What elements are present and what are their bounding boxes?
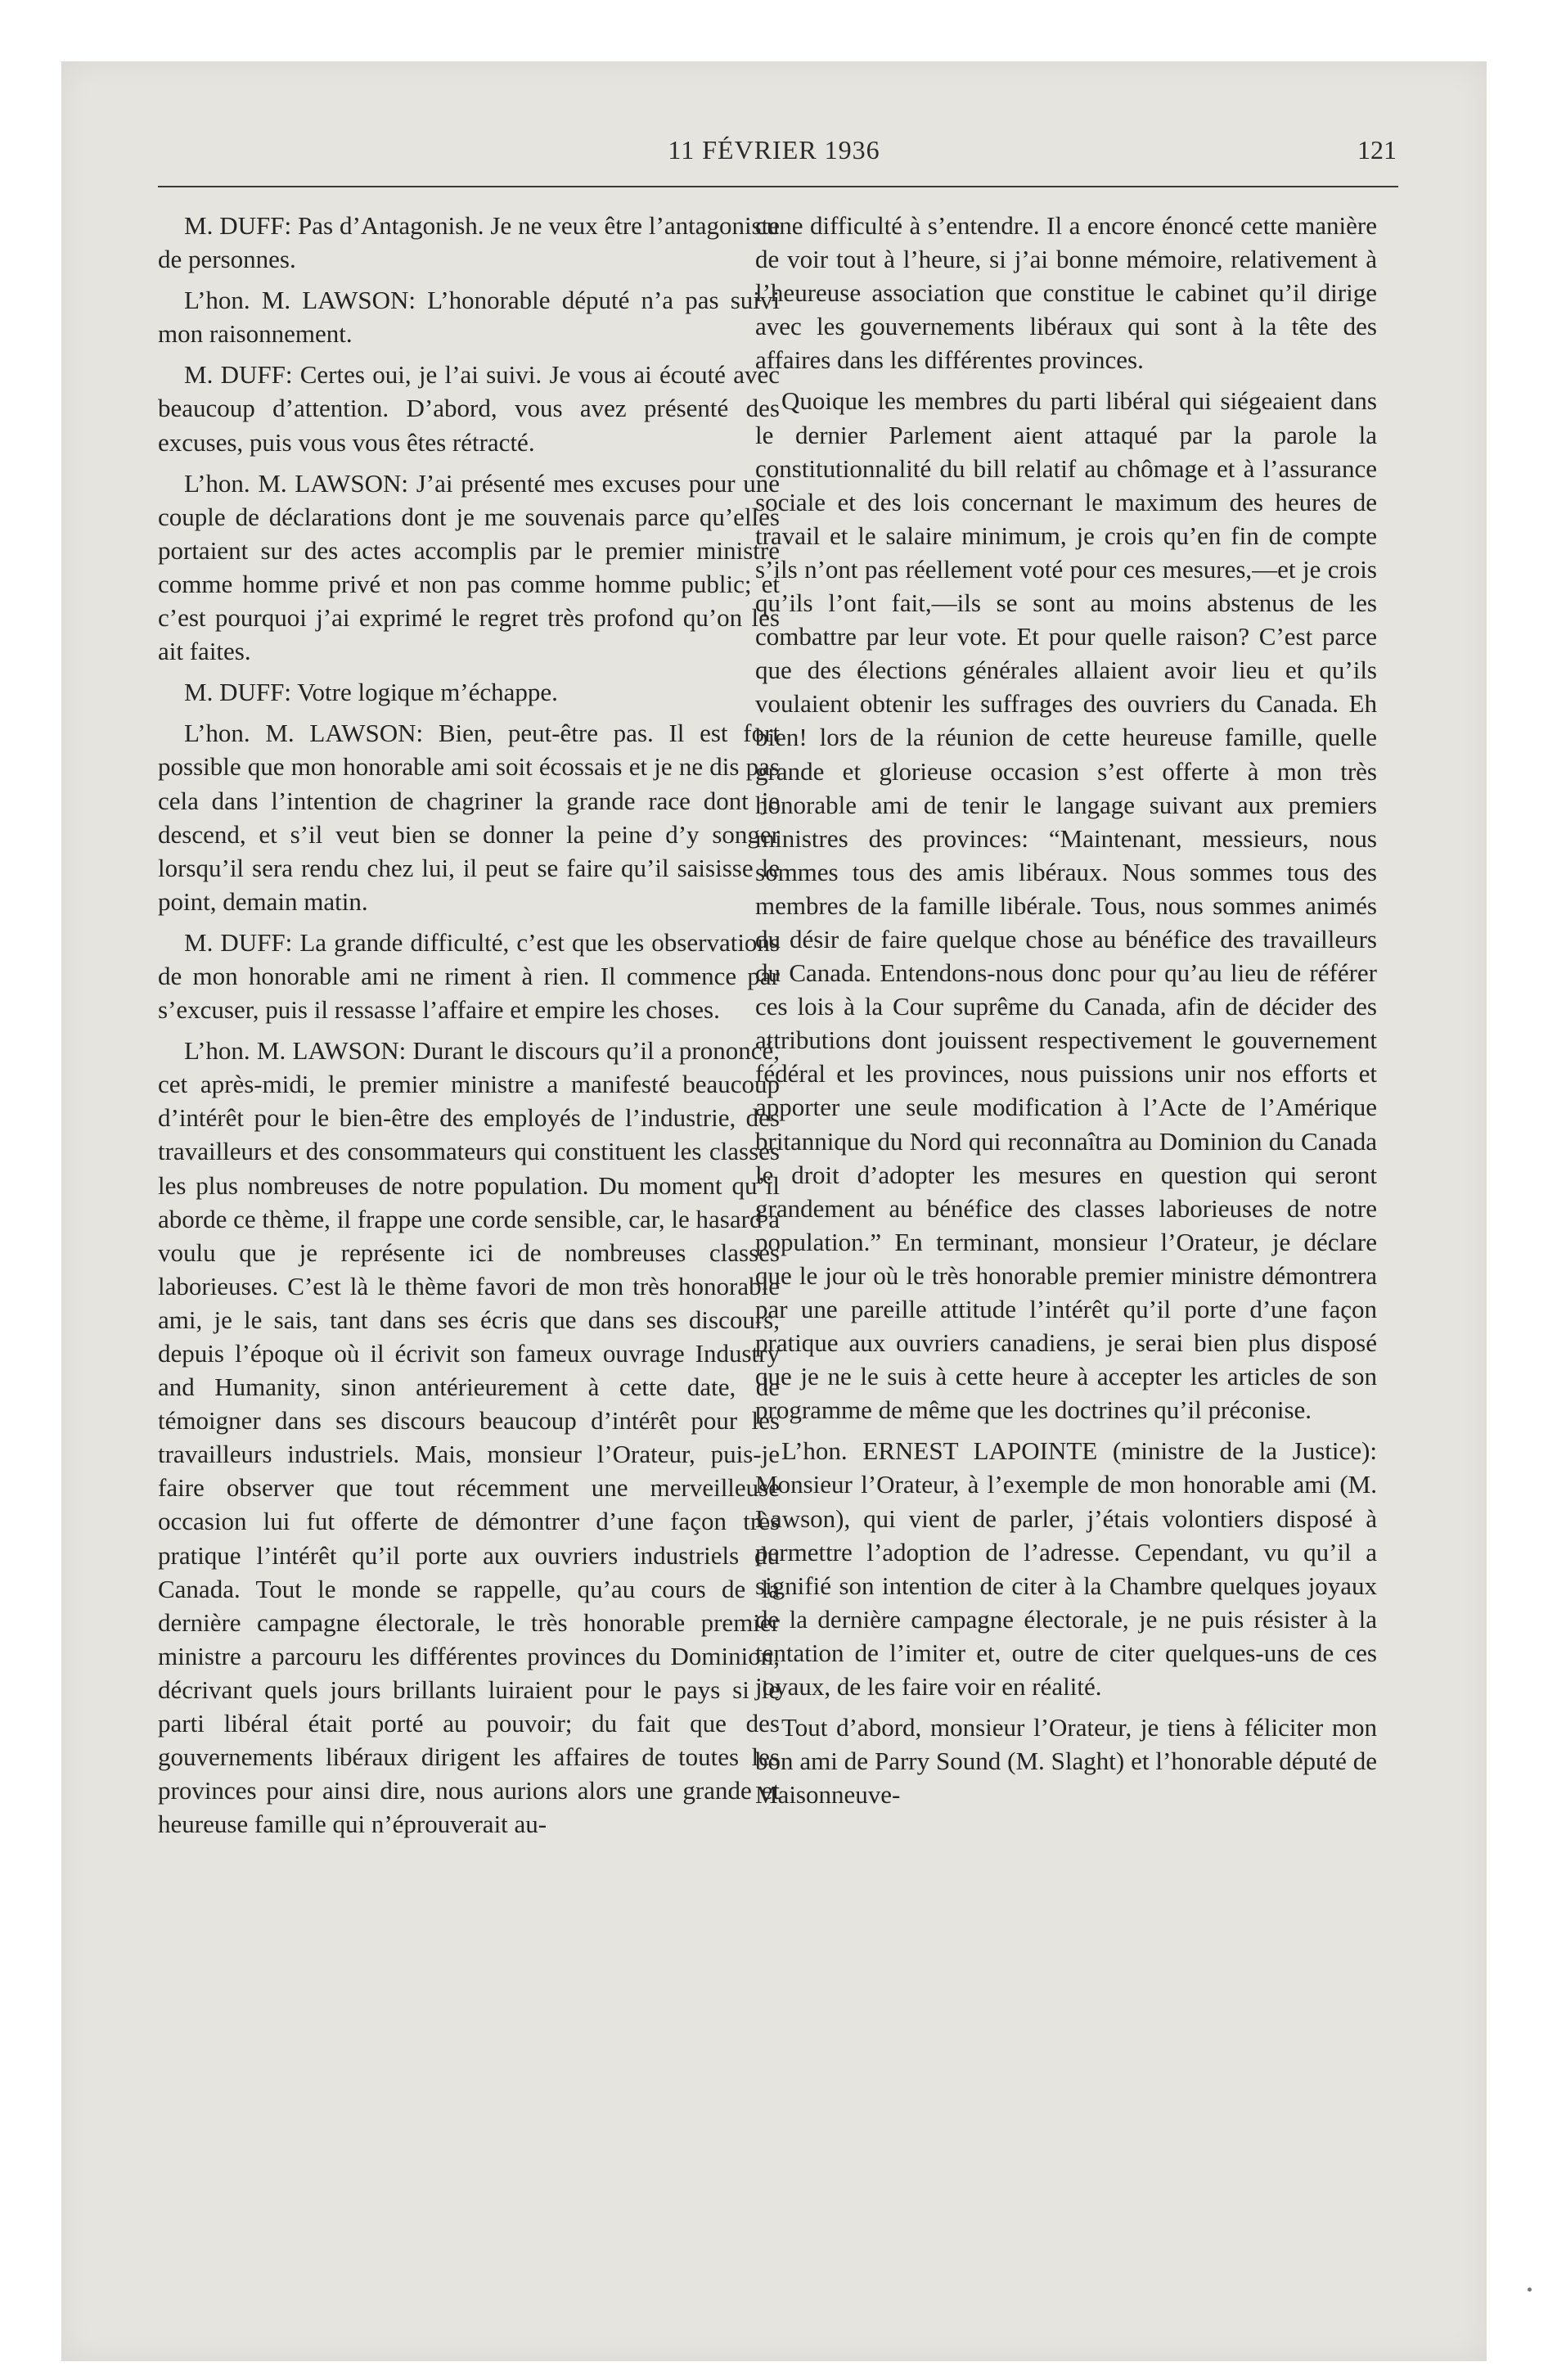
paragraph: M. DUFF: La grande difficulté, c’est que les observations de mon honorable ami ne riment à rien. Il commence par s’excuser, puis il ressasse l’affaire et empire les choses.: [158, 927, 780, 1025]
page-number: 121: [1357, 135, 1397, 165]
paragraph: cune difficulté à s’entendre. Il a encore énoncé cette manière de voir tout à l’heure, si j’ai bonne mémoire, relativement à l’heureuse association que constitue le cabinet qu’il dirige avec les gouvernements libéraux qui sont à la tête des affaires dans les différentes provinces.: [755, 211, 1377, 375]
paragraph: L’hon. M. LAWSON: J’ai présenté mes excuses pour une couple de déclarations dont je me souvenais parce qu’elles portaient sur des actes accomplis par le premier ministre comme homme privé et non pas comme homme public; et c’est pourquoi j’ai exprimé le regret très profond qu’on les ait faites.: [158, 468, 780, 666]
right-column: [755, 209, 1377, 1819]
page-date: 11 FÉVRIER 1936: [668, 135, 880, 165]
paragraph: Quoique les membres du parti libéral qui siégeaient dans le dernier Parlement aient attaqué par la parole la constitutionnalité du bill relatif au chômage et à l’assurance sociale et des lois concernant le maximum des heures de travail et le salaire minimum, je crois qu’en fin de compte s’ils n’ont pas réellement voté pour ces mesures,—et je crois qu’ils l’ont fait,—ils se sont au moins abstenus de les combattre par leur vote. Et pour quelle raison? C’est parce que des élections générales allaient avoir lieu et qu’ils voulaient obtenir les suffrages des ouvriers du Canada. Eh bien! lors de la réunion de cette heureuse famille, quelle grande et glorieuse occasion s’est offerte à mon très honorable ami de tenir le langage suivant aux premiers ministres des provinces: “Maintenant, messieurs, nous sommes tous des amis libéraux. Nous sommes tous des membres de la famille libérale. Tous, nous sommes animés du désir de faire quelque chose au bénéfice des travailleurs du Canada. Entendons-nous donc pour qu’au lieu de référer ces lois à la Cour suprême du Canada, afin de décider des attributions dont jouissent respectivement le gouvernement fédéral et les provinces, nous puissions unir nos efforts et apporter une seule modification à l’Acte de l’Amérique britannique du Nord qui reconnaîtra au Dominion du Canada le droit d’adopter les mesures en question qui seront grandement au bénéfice des classes laborieuses de notre population.” En terminant, monsieur l’Orateur, je déclare que le jour où le très honorable premier ministre démontrera par une pareille attitude l’intérêt qu’il porte d’une façon pratique aux ouvriers canadiens, je serai bien plus disposé que je ne le suis à cette heure à accepter les articles de son programme de même que les doctrines qu’il préconise.: [755, 386, 1377, 1425]
paragraph: M. DUFF: Pas d’Antagonish. Je ne veux être l’antagoniste de personnes.: [158, 211, 780, 274]
paragraph: Tout d’abord, monsieur l’Orateur, je tiens à féliciter mon bon ami de Parry Sound (M. Slaght) et l’honorable député de Maisonneuve-: [755, 1713, 1377, 1810]
scan-speck: [1528, 2288, 1532, 2292]
paragraph: M. DUFF: Votre logique m’échappe.: [184, 678, 558, 707]
paragraph: L’hon. M. LAWSON: L’honorable député n’a pas suivi mon raisonnement.: [158, 286, 780, 349]
left-column: [158, 209, 780, 1848]
document-page: [61, 61, 1487, 2361]
paragraph: L’hon. ERNEST LAPOINTE (ministre de la Justice): Monsieur l’Orateur, à l’exemple de mon honorable ami (M. Lawson), qui vient de parler, j’étais volontiers disposé à permettre l’adoption de l’adresse. Cependant, vu qu’il a signifié son intention de citer à la Chambre quelques joyaux de la dernière campagne électorale, je ne puis résister à la tentation de l’imiter et, outre de citer quelques-uns de ces joyaux, de les faire voir en réalité.: [755, 1436, 1377, 1702]
paragraph: L’hon. M. LAWSON: Bien, peut-être pas. Il est fort possible que mon honorable ami soit écossais et je ne dis pas cela dans l’intention de chagriner la grande race dont je descend, et s’il veut bien se donner la peine d’y songer lorsqu’il sera rendu chez lui, il peut se faire qu’il saisisse le point, demain matin.: [158, 719, 780, 916]
paragraph: L’hon. M. LAWSON: Durant le discours qu’il a prononcé, cet après-midi, le premier ministre a manifesté beaucoup d’intérêt pour le bien-être des employés de l’industrie, des travailleurs et des consommateurs qui constituent les classes les plus nombreuses de notre population. Du moment qu’il aborde ce thème, il frappe une corde sensible, car, le hasard a voulu que je représente ici de nombreuses classes laborieuses. C’est là le thème favori de mon très honorable ami, je le sais, tant dans ses écris que dans ses discours, depuis l’époque où il écrivit son fameux ouvrage Industry and Humanity, sinon antérieurement à cette date, de témoigner dans ses discours beaucoup d’intérêt pour les travailleurs industriels. Mais, monsieur l’Orateur, puis-je faire observer que tout récemment une merveilleuse occasion lui fut offerte de démontrer d’une façon très pratique l’intérêt qu’il porte aux ouvriers industriels du Canada. Tout le monde se rappelle, qu’au cours de la dernière campagne électorale, le très honorable premier ministre a parcouru les différentes provinces du Dominion, décrivant quels jours brillants luiraient pour le pays si le parti libéral était porté au pouvoir; du fait que des gouvernements libéraux dirigent les affaires de toutes les provinces pour ainsi dire, nous aurions alors une grande et heureuse famille qui n’éprouverait au-: [158, 1036, 780, 1839]
paragraph: M. DUFF: Certes oui, je l’ai suivi. Je vous ai écouté avec beaucoup d’attention. D’abord, vous avez présenté des excuses, puis vous vous êtes rétracté.: [158, 360, 780, 457]
page-header: [61, 135, 1487, 176]
header-rule: [158, 186, 1398, 187]
